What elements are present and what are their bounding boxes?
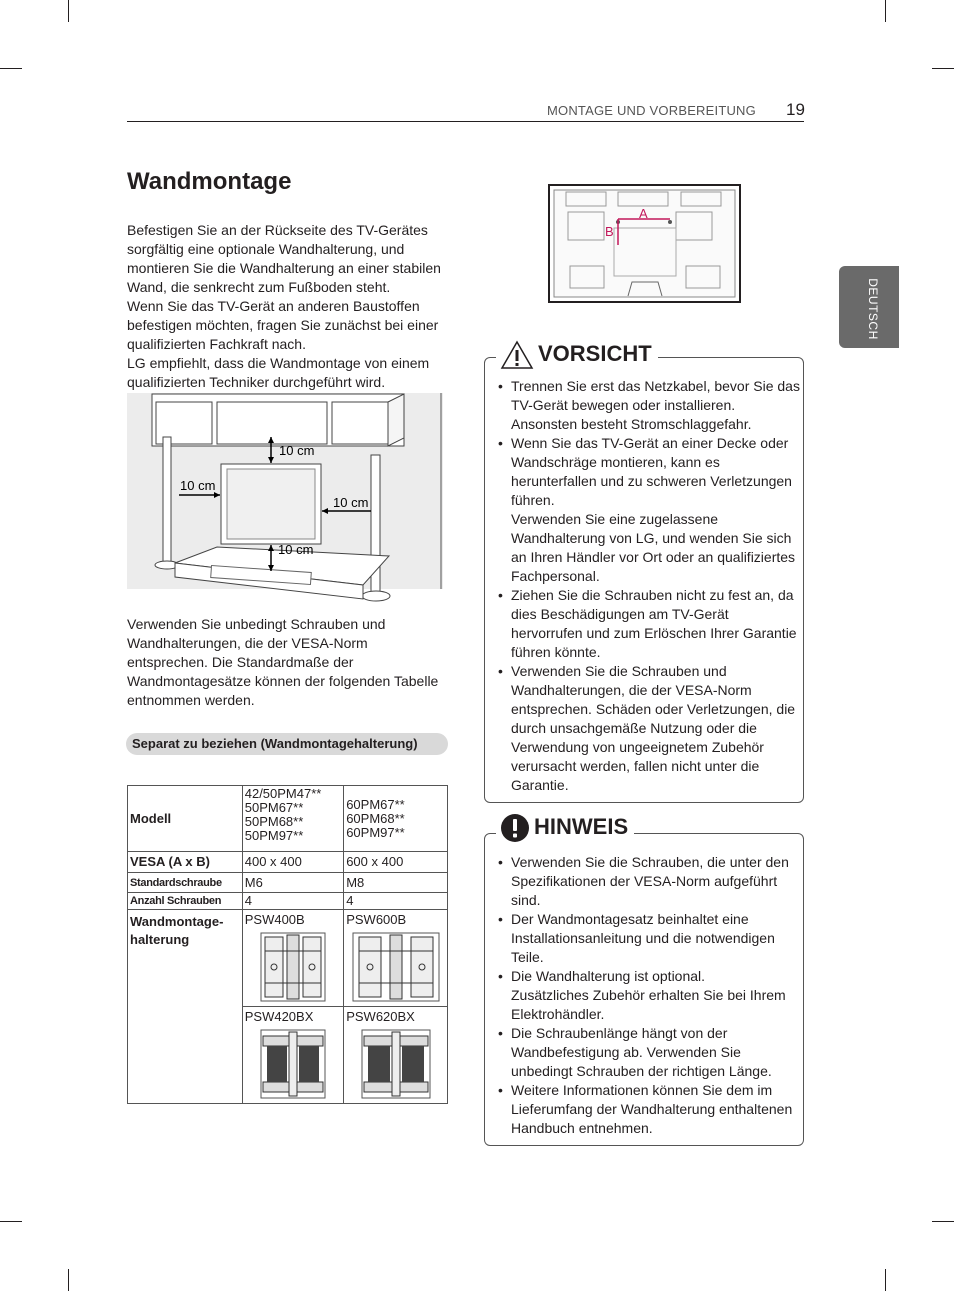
dimension-label-a: A: [639, 206, 648, 221]
table-cell: [242, 910, 343, 1007]
bracket-image: [360, 1028, 432, 1100]
language-tab-label: DEUTSCH: [865, 278, 880, 340]
list-item-text: Trennen Sie erst das Netzkabel, bevor Sie das TV-Gerät bewegen oder installieren. Ansonsten besteht Stromschlaggefahr.: [511, 378, 800, 432]
table-cell: [242, 1007, 343, 1104]
table-cell: Anzahl Schrauben: [128, 893, 243, 910]
table-cell: [344, 786, 448, 852]
bracket-model: PSW400B: [244, 912, 305, 927]
table-cell: M8: [344, 873, 448, 893]
caution-heading: [496, 340, 658, 370]
model-name: 42/50PM47**: [244, 786, 322, 801]
table-cell: [344, 910, 448, 1007]
table-cell: Modell: [128, 786, 243, 852]
crop-mark: [68, 1269, 69, 1291]
intro-paragraph-3: LG empfiehlt, dass die Wandmontage von einem qualifizierten Techniker durchgeführt wird.: [127, 355, 430, 390]
wall-clearance-illustration: [127, 393, 443, 605]
crop-mark: [68, 0, 69, 22]
list-item: [511, 853, 803, 910]
note-list: [485, 834, 803, 1138]
list-item: [511, 662, 803, 795]
clearance-label-right: 10 cm: [333, 495, 369, 510]
table-cell: Standardschraube: [128, 873, 243, 893]
table-cell: 400 x 400: [242, 852, 343, 873]
note-box: [484, 833, 804, 1146]
crop-mark: [885, 1269, 886, 1291]
language-tab: [839, 266, 899, 348]
model-name: 50PM68**: [244, 814, 304, 829]
table-row: [128, 893, 448, 910]
model-name: 60PM67**: [346, 796, 405, 812]
table-row: [128, 910, 448, 1007]
model-name: 50PM97**: [244, 828, 304, 843]
list-item-subtext: Zusätzliches Zubehör erhalten Sie bei Ihrem Elektrohändler.: [511, 987, 786, 1022]
table-cell: [128, 910, 243, 1104]
list-item: [511, 377, 803, 434]
note-title: HINWEIS: [534, 813, 629, 839]
list-item-text: Der Wandmontagesatz beinhaltet eine Installationsanleitung und die notwendigen Teile.: [511, 911, 775, 965]
crop-mark: [0, 68, 22, 69]
model-name: 50PM67**: [244, 800, 304, 815]
intro-paragraph-2: Wenn Sie das TV-Gerät an anderen Baustoffen befestigen möchten, fragen Sie zunächst bei einer qualifizierten Fachkraft nach.: [127, 298, 439, 352]
list-item-text: Die Wandhalterung ist optional.: [511, 968, 706, 984]
list-item-text: Verwenden Sie die Schrauben, die unter den Spezifikationen der VESA-Norm aufgeführt sind.: [511, 854, 789, 908]
warning-triangle-icon: [500, 340, 534, 370]
page-title: Wandmontage: [127, 168, 292, 195]
table-cell: M6: [242, 873, 343, 893]
vesa-note: Verwenden Sie unbedingt Schrauben und Wandhalterungen, die der VESA-Norm entsprechen. Die Standardmaße der Wandmontagesätze können der folgenden Tabelle entnommen werden.: [127, 616, 439, 708]
table-row: [128, 873, 448, 893]
page-number: 19: [786, 100, 805, 119]
separate-purchase-label: Separat zu beziehen (Wandmontagehalterung): [126, 733, 448, 755]
model-name: 60PM68**: [346, 810, 405, 826]
bracket-model: PSW420BX: [244, 1009, 314, 1024]
table-cell: 4: [344, 893, 448, 910]
list-item-text: Wenn Sie das TV-Gerät an einer Decke oder Wandschräge montieren, kann es herunterfallen und zu schweren Verletzungen führen.: [511, 435, 792, 508]
list-item: [511, 1024, 803, 1081]
table-cell: 4: [242, 893, 343, 910]
caution-title: VORSICHT: [538, 340, 652, 366]
clearance-label-left: 10 cm: [180, 478, 216, 493]
clearance-label-bottom: 10 cm: [278, 542, 314, 557]
dimension-label-b: B: [605, 224, 614, 239]
note-heading: [496, 813, 634, 843]
bracket-model: PSW600B: [346, 912, 407, 927]
wall-mount-spec-table: [127, 785, 448, 1104]
intro-paragraph-1: Befestigen Sie an der Rückseite des TV-Gerätes sorgfältig eine optionale Wandhalterung, und montieren Sie die Wandhalterung an einer stabilen Wand, die senkrecht zum Fußboden steht.: [127, 222, 441, 295]
caution-box: [484, 357, 804, 803]
bracket-label: Wandmontage-halterung: [130, 914, 224, 947]
header-rule: [127, 121, 804, 122]
table-cell: 600 x 400: [344, 852, 448, 873]
list-item: [511, 434, 803, 586]
table-cell: [242, 786, 343, 852]
clearance-label-top: 10 cm: [279, 443, 315, 458]
bracket-image: [351, 931, 441, 1003]
bracket-image: [259, 1028, 327, 1100]
list-item: [511, 910, 803, 967]
table-cell: [344, 1007, 448, 1104]
list-item-text: Weitere Informationen können Sie dem im Lieferumfang der Wandhalterung enthaltenen Handbuch entnehmen.: [511, 1082, 793, 1136]
section-title: MONTAGE UND VORBEREITUNG: [547, 103, 756, 118]
list-item: [511, 1081, 803, 1138]
list-item: [511, 586, 803, 662]
list-item: [511, 967, 803, 1024]
crop-mark: [932, 68, 954, 69]
tv-back-diagram: [548, 184, 742, 304]
table-cell: VESA (A x B): [128, 852, 243, 873]
model-name: 60PM97**: [346, 824, 405, 840]
table-row: [128, 852, 448, 873]
bracket-image: [259, 931, 327, 1003]
crop-mark: [0, 1221, 22, 1222]
list-item-text: Die Schraubenlänge hängt von der Wandbefestigung ab. Verwenden Sie unbedingt Schrauben der richtigen Länge.: [511, 1025, 772, 1079]
list-item-text: Ziehen Sie die Schrauben nicht zu fest an, da dies Beschädigungen am TV-Gerät hervorrufen und zum Erlöschen Ihrer Garantie führen könnte.: [511, 587, 797, 660]
crop-mark: [885, 0, 886, 22]
crop-mark: [932, 1221, 954, 1222]
list-item-text: Verwenden Sie die Schrauben und Wandhalterungen, die der VESA-Norm entsprechen. Schäden oder Verletzungen, die durch unsachgemäße Nutzung oder die Verwendung von ungeeignetem Zubehör verursacht werden, fallen nicht unter die Garantie.: [511, 663, 796, 793]
caution-list: [485, 358, 803, 795]
exclamation-circle-icon: [500, 813, 530, 843]
bracket-model: PSW620BX: [346, 1009, 415, 1024]
list-item-subtext: Verwenden Sie eine zugelassene Wandhalterung von LG, und wenden Sie sich an Ihren Händler vor Ort oder an qualifiziertes Fachpersonal.: [511, 511, 796, 584]
table-row: [128, 786, 448, 852]
